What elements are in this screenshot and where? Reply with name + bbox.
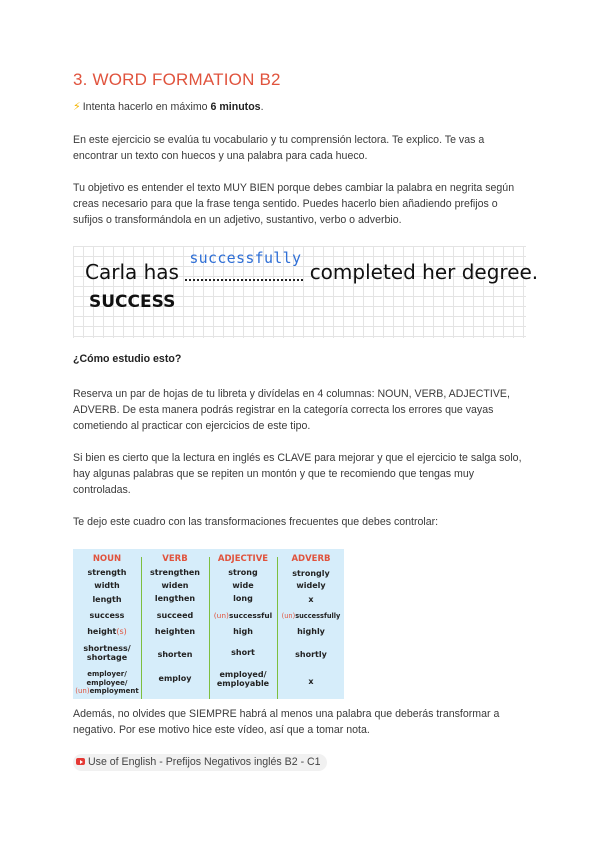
lightning-icon: ⚡ — [73, 101, 81, 113]
table-cell: employed/ employable — [216, 670, 270, 688]
negative-prefix: (un) — [281, 612, 296, 620]
table-cell: strong — [228, 568, 258, 577]
table-cell: succeed — [156, 611, 194, 620]
example-answer: successfully — [189, 249, 302, 267]
table-cell-text: employer/ employee/ — [86, 670, 128, 687]
negative-prefix: (un) — [75, 687, 90, 695]
table-cell: x — [308, 677, 314, 686]
table-cell-text: height — [87, 627, 117, 636]
table-cell — [278, 612, 344, 621]
example-keyword: SUCCESS — [89, 292, 176, 312]
intro-prefix: Intenta hacerlo en máximo — [82, 101, 208, 113]
table-cell: length — [92, 595, 122, 604]
paragraph-table-intro: Te dejo este cuadro con las transformaciones frecuentes que debes controlar: — [73, 516, 439, 528]
table-cell: high — [233, 627, 253, 636]
table-cell: widen — [161, 581, 189, 590]
youtube-icon — [76, 758, 85, 765]
table-cell: widely — [296, 581, 326, 590]
header-adjective: ADJECTIVE — [217, 554, 269, 564]
header-adverb: ADVERB — [291, 554, 331, 564]
table-cell: shortness/ shortage — [83, 644, 131, 662]
table-cell: strengthen — [149, 568, 201, 577]
table-cell: lengthen — [154, 594, 196, 603]
table-cell: strongly — [292, 569, 330, 578]
table-cell: x — [308, 595, 314, 604]
intro-emphasis: 6 minutos — [210, 101, 261, 113]
table-cell — [74, 670, 140, 696]
example-sentence — [85, 249, 539, 284]
table-cell: long — [233, 594, 253, 603]
paragraph-explanation: En este ejercicio se evalúa tu vocabulario y tu comprensión lectora. Te explico. Te vas a encontrar un texto con huecos y una palabra para cada hueco. — [73, 134, 485, 162]
intro-line — [73, 99, 523, 115]
table-cell: heighten — [154, 627, 196, 636]
negative-prefix: (un) — [213, 611, 229, 620]
table-cell: wide — [232, 581, 254, 590]
table-cell — [74, 627, 140, 636]
section-heading: ¿Cómo estudio esto? — [73, 353, 182, 365]
table-cell: strength — [87, 568, 127, 577]
table-cell: highly — [297, 627, 325, 636]
paragraph-notebook: Reserva un par de hojas de tu libreta y divídelas en 4 columnas: NOUN, VERB, ADJECTIVE, ADVERB. De esta manera podrás registrar en la categoría correcta los errores que vayas cometiendo al practicar con ejercicios de este tipo. — [73, 388, 510, 432]
table-cell: shortly — [295, 650, 327, 659]
table-cell-text: employment — [89, 687, 139, 695]
table-cell-text: successfully — [295, 612, 341, 620]
paragraph-negative: Además, no olvides que SIEMPRE habrá al menos una palabra que deberás transformar a negativo. Por ese motivo hice este vídeo, así que a tomar nota. — [73, 708, 500, 736]
paragraph-reading: Si bien es cierto que la lectura en inglés es CLAVE para mejorar y que el ejercicio te salga solo, hay algunas palabras que se repiten un montón y que te recomiendo que tengas muy controladas. — [73, 452, 522, 496]
header-noun: NOUN — [92, 554, 122, 564]
plural-suffix: (s) — [116, 627, 127, 636]
table-cell: shorten — [157, 650, 193, 659]
table-cell: success — [89, 611, 125, 620]
table-cell-text: successful — [228, 611, 273, 620]
table-cell: employ — [158, 674, 192, 683]
page-title: 3. WORD FORMATION B2 — [73, 70, 281, 89]
example-sentence-end: completed her degree. — [309, 260, 539, 284]
example-blank — [185, 249, 303, 281]
video-link-label: Use of English - Prefijos Negativos inglés B2 - C1 — [88, 756, 321, 768]
example-image — [73, 246, 539, 338]
video-link[interactable] — [73, 754, 327, 771]
paragraph-objective: Tu objetivo es entender el texto MUY BIEN porque debes cambiar la palabra en negrita según creas necesario para que la frase tenga sentido. Puedes hacerlo bien añadiendo prefijos o sufijos o transformándola en un adjetivo, sustantivo, verbo o adverbio. — [73, 182, 515, 226]
table-cell: width — [94, 581, 120, 590]
intro-suffix: . — [260, 101, 264, 113]
example-sentence-start: Carla has — [85, 260, 179, 284]
table-cell — [210, 611, 276, 620]
header-verb: VERB — [162, 554, 188, 564]
word-formation-table — [73, 549, 344, 699]
table-cell: short — [231, 648, 255, 657]
